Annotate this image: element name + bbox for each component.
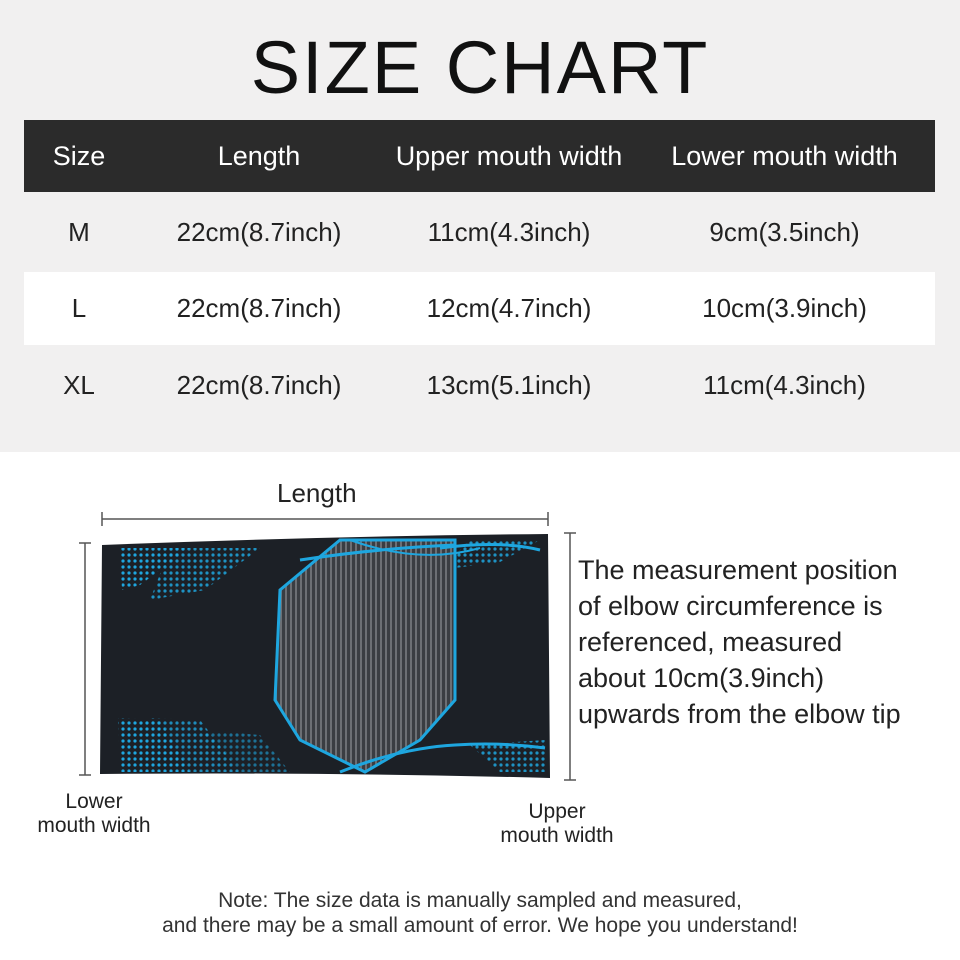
cell-lower-width: 9cm(3.5inch) — [709, 216, 860, 247]
cell-lower-width: 11cm(4.3inch) — [703, 369, 866, 400]
header-size: Size — [52, 140, 106, 171]
lower-mouth-width-label: Lower mouth width — [37, 790, 151, 837]
cell-length: 22cm(8.7inch) — [176, 293, 342, 323]
header-lower-mouth-width: Lower mouth width — [671, 140, 898, 171]
size-table — [24, 120, 935, 425]
table-row — [24, 272, 935, 345]
cell-length: 22cm(8.7inch) — [176, 369, 342, 400]
sleeve-illustration — [100, 534, 550, 778]
upper-mouth-dimension-line — [564, 533, 576, 780]
cell-lower-width: 10cm(3.9inch) — [702, 293, 867, 323]
cell-upper-width: 12cm(4.7inch) — [426, 293, 592, 323]
cell-length: 22cm(8.7inch) — [176, 216, 342, 247]
table-row — [24, 192, 935, 272]
cell-upper-width: 11cm(4.3inch) — [427, 216, 591, 247]
cell-size: XL — [63, 369, 95, 400]
table-header — [24, 120, 935, 192]
cell-upper-width: 13cm(5.1inch) — [426, 369, 592, 400]
cell-size: M — [68, 216, 90, 247]
cell-size: L — [71, 293, 87, 323]
lower-mouth-dimension-line — [79, 543, 91, 775]
upper-mouth-width-label: Upper mouth width — [500, 800, 614, 847]
header-upper-mouth-width: Upper mouth width — [395, 140, 623, 171]
header-length: Length — [217, 140, 301, 171]
measurement-description: The measurement position of elbow circumference is referenced, measured about 10cm(3.9inch) upwards from the elbow tip — [578, 555, 901, 729]
length-label: Length — [277, 478, 357, 508]
length-dimension-line — [102, 512, 548, 526]
page-title: SIZE CHART — [250, 26, 710, 109]
table-row — [24, 345, 935, 425]
disclaimer-note: Note: The size data is manually sampled and measured, and there may be a small amount of error. We hope you understand! — [162, 889, 798, 937]
